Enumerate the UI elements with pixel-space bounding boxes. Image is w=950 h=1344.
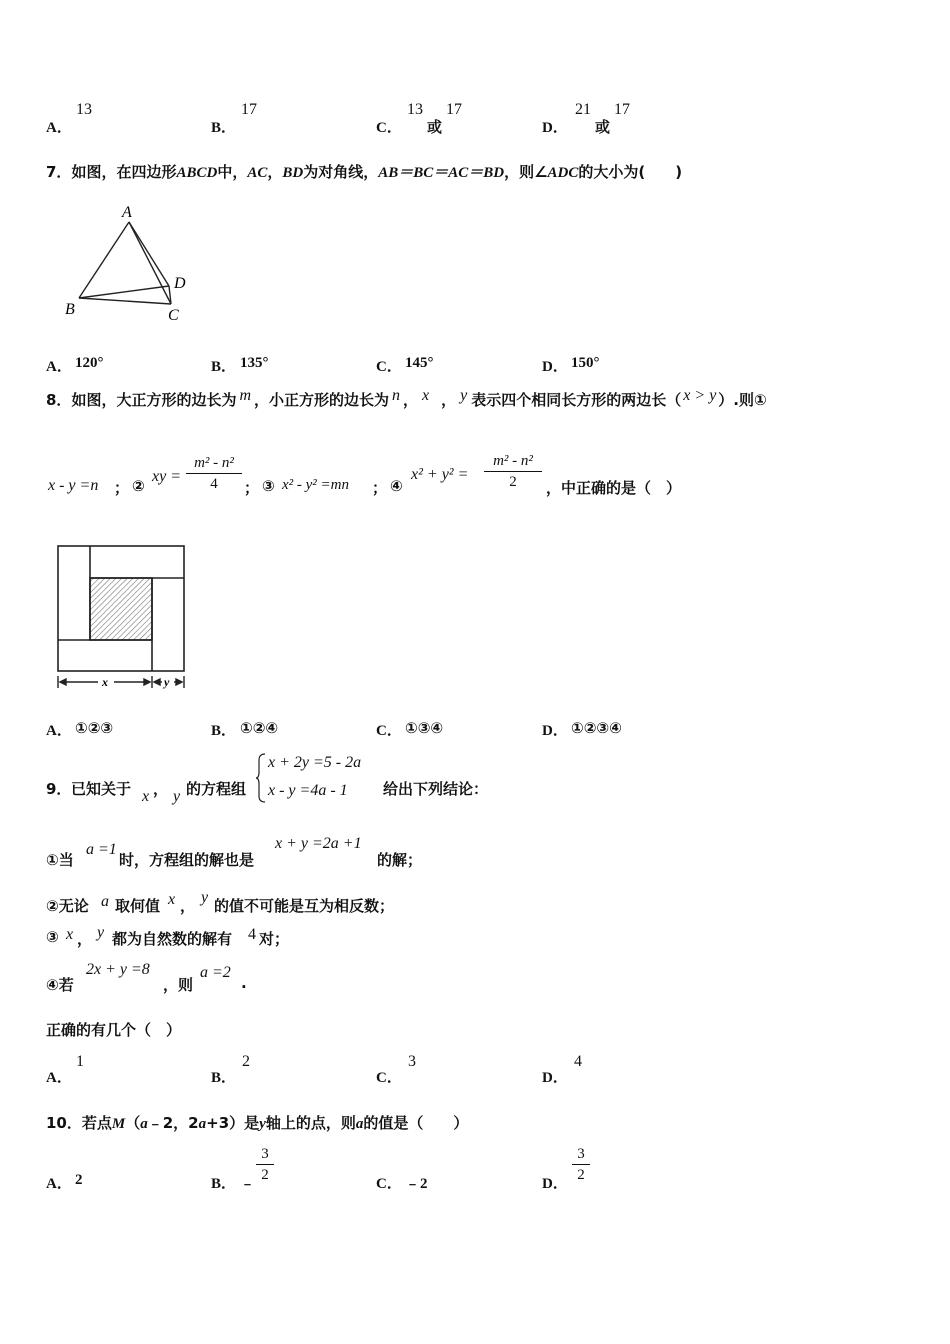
q8-option-a-value: ①②③	[75, 719, 114, 737]
q9-question: 正确的有几个（ ）	[46, 1021, 182, 1039]
q10-text-4: +3）是	[206, 1114, 260, 1132]
q8-sep-3: ；	[372, 479, 388, 497]
q9-option-c-label: C．	[376, 1070, 402, 1086]
q7-abcd: ABCD	[176, 165, 218, 181]
q8-stem: 8．如图，大正方形的边长为 m ，小正方形的边长为 n ， x ， y 表示四个相同长方形的两边长（ x > y ）.则①	[46, 387, 767, 409]
q7-option-d-label: D．	[542, 359, 568, 375]
q9-c2-suffix: 的值不可能是互为相反数；	[214, 897, 395, 915]
q7-quadrilateral-figure	[55, 198, 205, 328]
q9-equation-1: x + 2y =5 - 2a	[268, 754, 362, 771]
q7-text-3: 为对角线，	[303, 163, 379, 181]
q9-option-a-label: A．	[46, 1070, 72, 1086]
q9-c3-suffix: 对；	[259, 930, 290, 948]
q10-text-2: （	[125, 1114, 141, 1132]
q8-option-c-label: C．	[376, 723, 402, 739]
q9-c4-equation: 2x + y =8	[86, 961, 150, 978]
q10-option-b-label: B．	[211, 1176, 237, 1192]
q10-option-d-numerator: 3	[572, 1146, 590, 1165]
q9-c3-number: 4	[248, 926, 256, 943]
q9-comma: ，	[153, 780, 169, 798]
q9-c3-x: x	[66, 926, 74, 943]
q9-equation-2: x - y =4a - 1	[268, 782, 348, 799]
q8-text-1: 如图，大正方形的边长为	[71, 391, 237, 409]
q8-y: y	[460, 387, 468, 404]
q6-option-a-label: A．	[46, 120, 72, 136]
q10-a-2: a	[198, 1116, 207, 1132]
q6-option-c-or: 或	[427, 118, 443, 136]
q7-option-b-label: B．	[211, 359, 237, 375]
q7-option-a-label: A．	[46, 359, 72, 375]
q8-statement-3: x² - y² =mn	[282, 477, 350, 493]
q9-c4-prefix: ④若	[46, 976, 74, 994]
q9-x: x	[142, 788, 150, 805]
q8-statement-2-denominator: 4	[210, 476, 218, 492]
q9-c2-comma: ，	[180, 897, 196, 915]
q8-circle-3: ③	[262, 477, 275, 495]
q10-y-axis: y	[259, 1116, 266, 1132]
q7-label-b: B	[65, 301, 75, 318]
q10-a-1: a	[140, 1116, 148, 1132]
q6-option-c-label: C．	[376, 120, 402, 136]
q10-text-1: 若点	[81, 1114, 112, 1132]
q8-statement-4-fraction	[484, 453, 542, 491]
q8-figure-label-x: x	[102, 675, 108, 689]
q10-stem	[46, 1112, 468, 1133]
q6-option-d-value2: 17	[614, 101, 630, 118]
q9-c3-middle: 都为自然数的解有	[112, 930, 233, 948]
q8-statement-4-numerator: m² - n²	[484, 453, 542, 472]
q7-adc: ADC	[547, 165, 579, 181]
q9-c4-middle: ，则	[163, 976, 194, 994]
q9-c3-comma: ，	[77, 930, 93, 948]
q7-option-b-value: 135°	[240, 355, 269, 371]
q8-statement-4-left: x² + y² =	[411, 466, 469, 483]
q10-option-b-numerator: 3	[256, 1146, 274, 1165]
q8-text-4: ）.则①	[718, 391, 767, 409]
q8-sep-1: ；	[114, 479, 130, 497]
q7-ac: AC	[247, 165, 268, 181]
q9-c3-y: y	[97, 924, 105, 941]
q9-system-brace	[255, 752, 267, 804]
q8-condition: x > y	[683, 387, 717, 404]
q8-statement-2-fraction	[186, 455, 242, 493]
q8-sep-2: ；	[244, 479, 260, 497]
q9-c3-prefix: ③	[46, 928, 59, 946]
q10-option-c-value: ﹣2	[405, 1176, 428, 1192]
q7-stem	[46, 161, 682, 182]
q10-point-m: M	[111, 1116, 126, 1132]
q8-statement-4-denominator: 2	[509, 474, 517, 490]
q7-text-2: 中，	[217, 163, 248, 181]
q9-y: y	[173, 788, 181, 805]
q9-c2-x: x	[168, 891, 176, 908]
q9-c1-prefix: ①当	[46, 851, 74, 869]
q10-option-c-label: C．	[376, 1176, 402, 1192]
q10-option-d-fraction	[572, 1146, 590, 1184]
q8-statement-2-left: xy =	[152, 468, 181, 485]
q9-number: 9．	[46, 780, 72, 798]
q8-number: 8．	[46, 391, 72, 409]
q10-number: 10．	[46, 1114, 82, 1132]
q8-option-d-label: D．	[542, 723, 568, 739]
q9-c2-a: a	[101, 893, 109, 910]
q10-option-d-label: D．	[542, 1176, 568, 1192]
q7-label-a: A	[122, 204, 132, 221]
q6-option-d-label: D．	[542, 120, 568, 136]
q8-circle-4: ④	[390, 477, 403, 495]
q9-c2-prefix: ②无论	[46, 897, 89, 915]
q10-option-a-label: A．	[46, 1176, 72, 1192]
q8-statement-2-numerator: m² - n²	[186, 455, 242, 474]
q10-option-a-value: 2	[75, 1172, 83, 1188]
q9-c1-equation: x + y =2a +1	[275, 835, 362, 852]
q7-equation: AB＝BC＝AC＝BD	[378, 165, 505, 181]
q9-text-1: 已知关于	[71, 780, 132, 798]
q8-option-a-label: A．	[46, 723, 72, 739]
q7-label-c: C	[168, 307, 179, 324]
q8-text-2: ，小正方形的边长为	[254, 391, 390, 409]
q7-text-5: 的大小为( )	[578, 163, 683, 181]
q8-x: x	[422, 387, 430, 404]
q9-c1-suffix: 的解；	[377, 851, 423, 869]
q9-option-b-label: B．	[211, 1070, 237, 1086]
q6-option-d-or: 或	[595, 118, 611, 136]
q6-option-c-value2: 17	[446, 101, 462, 118]
q10-option-b-fraction	[256, 1146, 274, 1184]
q7-option-d-value: 150°	[571, 355, 600, 371]
q7-comma: ，	[267, 163, 283, 181]
q7-option-c-label: C．	[376, 359, 402, 375]
q9-c1-condition: a =1	[86, 841, 117, 858]
q8-n: n	[392, 387, 401, 404]
q9-option-c-value: 3	[408, 1053, 416, 1070]
q10-option-b-sign: ﹣	[240, 1176, 256, 1192]
q9-option-b-value: 2	[242, 1053, 250, 1070]
q7-option-a-value: 120°	[75, 355, 104, 371]
q6-option-b-value: 17	[241, 101, 257, 118]
q10-text-3: ﹣2，2	[147, 1114, 199, 1132]
q6-option-b-label: B．	[211, 120, 237, 136]
q8-option-c-value: ①③④	[405, 719, 444, 737]
q10-text-6: 的值是（ ）	[363, 1114, 469, 1132]
q8-tail: ，中正确的是（ ）	[546, 479, 682, 497]
q8-option-b-value: ①②④	[240, 719, 279, 737]
q10-option-d-denominator: 2	[577, 1167, 585, 1183]
q9-c4-suffix: .	[241, 974, 247, 992]
q8-statement-1: x - y =n	[48, 477, 99, 494]
q7-option-c-value: 145°	[405, 355, 434, 371]
q8-option-b-label: B．	[211, 723, 237, 739]
q10-option-b-denominator: 2	[261, 1167, 269, 1183]
q10-a-3: a	[355, 1116, 364, 1132]
q7-text-1: 如图，在四边形	[71, 163, 177, 181]
q6-option-a-value: 13	[76, 101, 92, 118]
q6-option-d-value: 21	[575, 101, 591, 118]
q9-option-d-label: D．	[542, 1070, 568, 1086]
q8-option-d-value: ①②③④	[571, 719, 622, 737]
q8-square-figure	[52, 540, 194, 698]
q9-option-d-value: 4	[574, 1053, 582, 1070]
q7-bd: BD	[282, 165, 304, 181]
q9-text-2: 的方程组	[186, 780, 247, 798]
q8-circle-2: ②	[132, 477, 145, 495]
q9-text-3: 给出下列结论：	[383, 780, 489, 798]
q9-c1-middle: 时，方程组的解也是	[119, 851, 255, 869]
q10-text-5: 轴上的点，则	[265, 1114, 356, 1132]
q8-figure-label-y: y	[164, 675, 170, 689]
q9-c4-result: a =2	[200, 964, 231, 981]
q7-text-4: ，则∠	[504, 163, 548, 181]
q6-option-c-value: 13	[407, 101, 423, 118]
q9-option-a-value: 1	[76, 1053, 84, 1070]
q8-text-3: 表示四个相同长方形的两边长（	[471, 391, 682, 409]
q9-c2-middle: 取何值	[115, 897, 161, 915]
q7-number: 7．	[46, 163, 72, 181]
q7-label-d: D	[174, 275, 186, 292]
q9-c2-y: y	[201, 889, 209, 906]
q8-m: m	[239, 387, 252, 404]
